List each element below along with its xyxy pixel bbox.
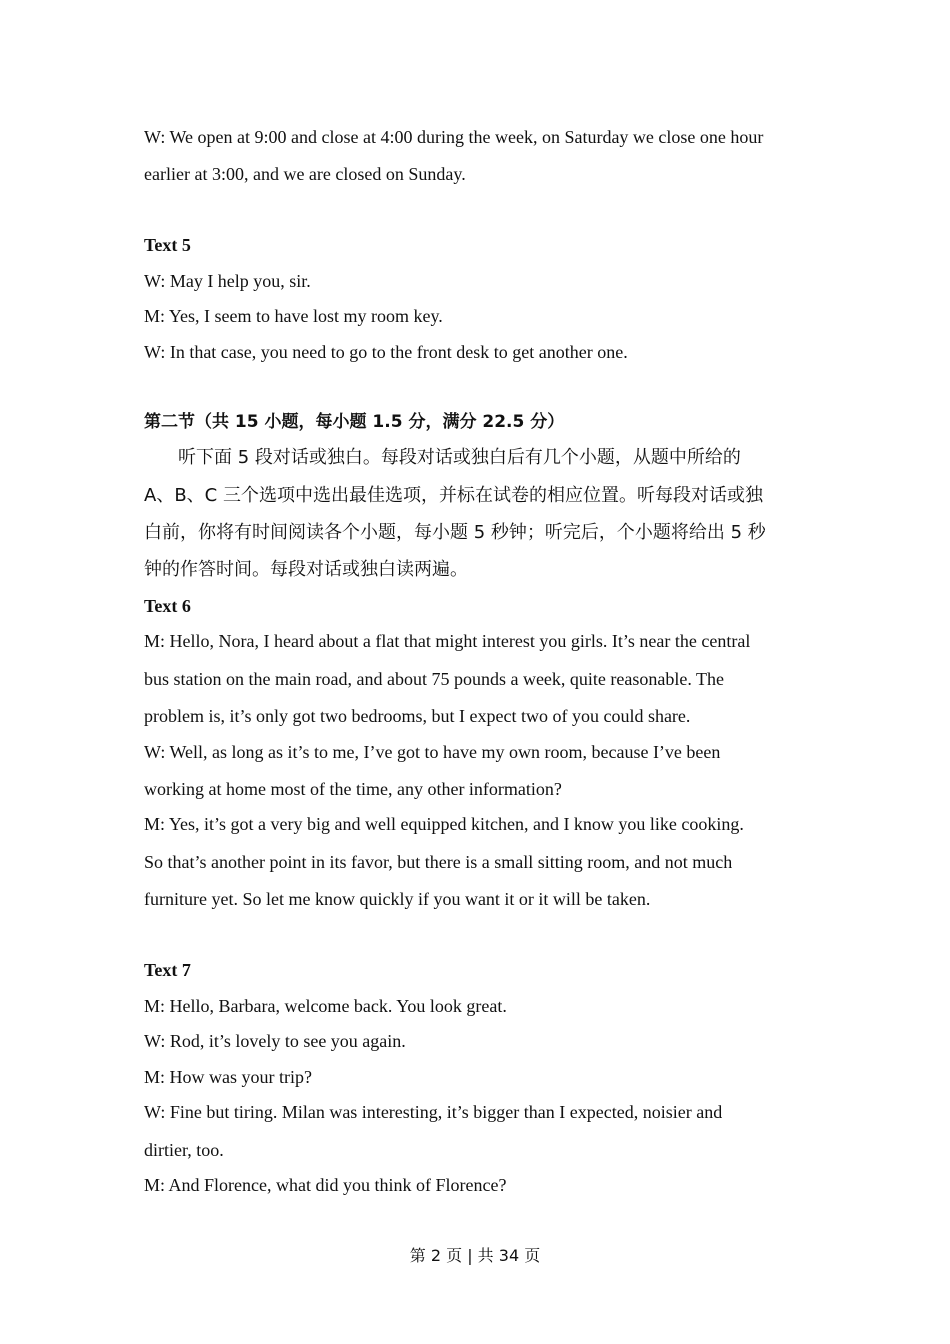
text5-line: M: Yes, I seem to have lost my room key. (144, 306, 443, 326)
text7-line: dirtier, too. (144, 1140, 224, 1160)
text6-line: M: Yes, it’s got a very big and well equipped kitchen, and I know you like cooking. (144, 814, 744, 834)
text5-line: W: In that case, you need to go to the front desk to get another one. (144, 342, 628, 362)
text7-line: W: Rod, it’s lovely to see you again. (144, 1031, 406, 1051)
section2-instruction: 白前，你将有时间阅读各个小题，每小题 5 秒钟；听完后，个小题将给出 5 秒 (144, 522, 766, 543)
text7-title: Text 7 (144, 960, 191, 980)
text7-line: M: Hello, Barbara, welcome back. You look great. (144, 996, 507, 1016)
text4-line-1: W: We open at 9:00 and close at 4:00 during the week, on Saturday we close one hour (144, 127, 764, 147)
section2-instruction: A、B、C 三个选项中选出最佳选项，并标在试卷的相应位置。听每段对话或独 (144, 485, 763, 506)
text6-line: bus station on the main road, and about 75 pounds a week, quite reasonable. The (144, 669, 725, 689)
section2-instruction: 听下面 5 段对话或独白。每段对话或独白后有几个小题，从题中所给的 (178, 447, 741, 468)
text7-line: W: Fine but tiring. Milan was interesting, it’s bigger than I expected, noisier and (144, 1102, 723, 1122)
text6-line: working at home most of the time, any other information? (144, 779, 562, 799)
text6-line: problem is, it’s only got two bedrooms, but I expect two of you could share. (144, 706, 691, 726)
text6-line: furniture yet. So let me know quickly if you want it or it will be taken. (144, 889, 651, 909)
text5-title: Text 5 (144, 235, 191, 255)
section2-heading: 第二节（共 15 小题，每小题 1.5 分，满分 22.5 分） (144, 412, 565, 432)
section2-instruction: 钟的作答时间。每段对话或独白读两遍。 (144, 559, 468, 580)
text6-line: M: Hello, Nora, I heard about a flat that might interest you girls. It’s near the central (144, 631, 751, 651)
text5-line: W: May I help you, sir. (144, 271, 311, 291)
text6-line: So that’s another point in its favor, but there is a small sitting room, and not much (144, 852, 733, 872)
text6-title: Text 6 (144, 596, 191, 616)
text4-line-2: earlier at 3:00, and we are closed on Sunday. (144, 164, 466, 184)
text6-line: W: Well, as long as it’s to me, I’ve got to have my own room, because I’ve been (144, 742, 721, 762)
text7-line: M: How was your trip? (144, 1067, 312, 1087)
page-footer: 第 2 页 | 共 34 页 (409, 1246, 541, 1265)
text7-line: M: And Florence, what did you think of Florence? (144, 1175, 507, 1195)
